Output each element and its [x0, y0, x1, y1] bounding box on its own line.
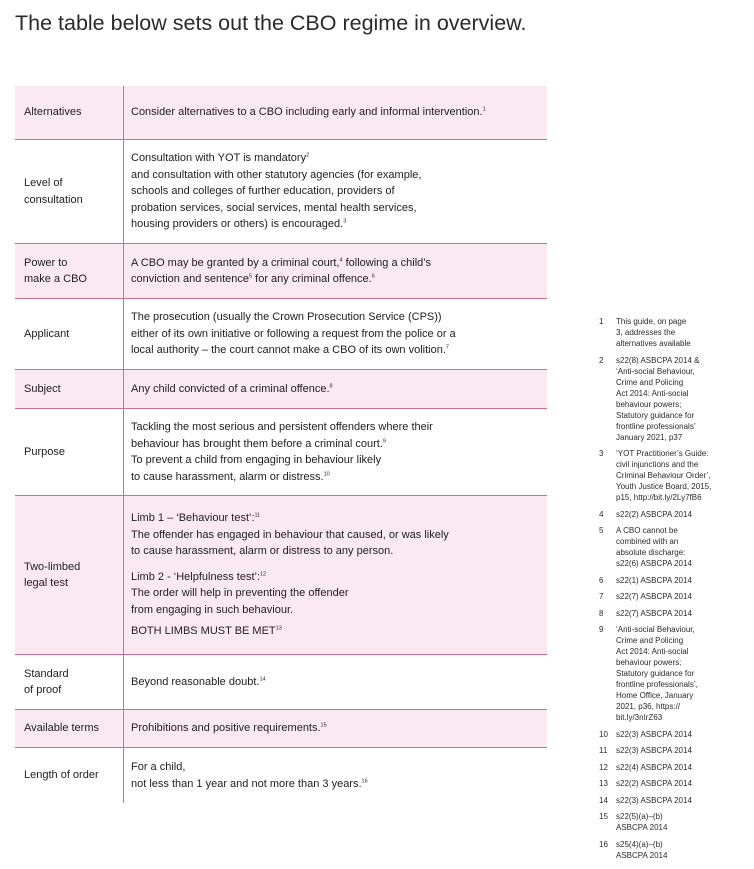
row-label-line: Two-limbed: [24, 560, 81, 573]
footnote: [599, 575, 749, 586]
content-line: Consider alternatives to a CBO including early and informal intervention.$^1$: [131, 106, 486, 119]
table-row: [15, 710, 547, 748]
footnote-number: 14: [599, 795, 608, 805]
row-content: [124, 370, 547, 408]
content-line: local authority – the court cannot make a CBO of its own volition.$^7$: [131, 344, 449, 357]
row-content: [124, 299, 547, 369]
row-label: [15, 748, 124, 803]
content-line: not less than 1 year and not more than 3 years.$^{16}$: [131, 777, 368, 790]
table-row: [15, 370, 547, 409]
footnote-number: 11: [599, 746, 608, 755]
footnote-ref: 10: [323, 470, 330, 477]
row-label-line: Alternatives: [24, 106, 82, 119]
content-line: to cause harassment, alarm or distress.$^{10}$: [131, 470, 330, 483]
row-label: [15, 409, 124, 495]
row-label-line: make a CBO: [24, 273, 87, 285]
content-line: BOTH LIMBS MUST BE MET$^{13}$: [131, 625, 282, 638]
row-label-line: Power to: [24, 256, 68, 269]
table-row: [15, 140, 547, 244]
footnote: [599, 448, 749, 503]
footnote-text: s22(2) ASBCPA 2014: [616, 509, 692, 519]
content-line: A CBO may be granted by a criminal court,$^4$ following a child’s: [131, 256, 432, 269]
row-label-line: Length of order: [24, 769, 99, 782]
footnote: [599, 316, 749, 349]
footnote-text: s22(8) ASBCPA 2014 & ‘Anti-social Behaviour, Crime and Policing Act 2014: Anti-social behaviour powers; Statutory guidance for frontline professionals’ January 2021, p37: [616, 355, 700, 442]
row-content: [124, 655, 547, 709]
row-label: [15, 86, 124, 139]
footnote-ref: 7: [445, 344, 449, 351]
footnote-ref: 1: [482, 106, 486, 113]
content-line: To prevent a child from engaging in behaviour likely: [131, 454, 382, 466]
content-line: probation services, social services, mental health services,: [131, 201, 417, 214]
row-label-line: Standard: [24, 667, 69, 680]
row-label-line: consultation: [24, 193, 83, 206]
footnote-ref: 3: [343, 218, 347, 225]
page-title: The table below sets out the CBO regime in overview.: [15, 11, 527, 35]
footnote: [599, 624, 749, 723]
footnote-text: A CBO cannot be combined with an absolute discharge: s22(6) ASBCPA 2014: [616, 526, 692, 568]
table-row: [15, 244, 547, 299]
content-line: The offender has engaged in behaviour that caused, or was likely: [131, 528, 449, 541]
footnote-text: ‘YOT Practitioner’s Guide: civil injunctions and the Criminal Behaviour Order’, Youth Justice Board, 2015, p15, http://bit.ly/2Ly7fB6: [616, 449, 712, 502]
footnote-text: This guide, on page 3, addresses the alternatives available: [616, 317, 691, 348]
footnote-ref: 9: [382, 437, 386, 444]
table-row: [15, 496, 547, 655]
footnote: [599, 811, 749, 833]
row-label-line: Available terms: [24, 722, 99, 735]
footnote-number: 12: [599, 762, 608, 772]
footnote-text: s22(7) ASBCPA 2014: [616, 608, 692, 618]
footnote-text: s22(4) ASBCPA 2014: [616, 762, 692, 772]
table-row: [15, 655, 547, 710]
footnote-text: s25(4)(a)–(b) ASBCPA 2014: [616, 839, 668, 860]
footnote-ref: 4: [339, 256, 343, 263]
cbo-regime-table: [15, 86, 547, 803]
footnote: [599, 778, 749, 789]
content-line: schools and colleges of further education, providers of: [131, 185, 395, 198]
footnote: [599, 839, 749, 861]
row-label-line: Purpose: [24, 445, 65, 458]
footnote-number: 9: [599, 625, 604, 634]
footnote-number: 13: [599, 779, 608, 788]
footnote-number: 2: [599, 355, 604, 365]
footnote-ref: 11: [254, 512, 261, 519]
row-label: [15, 140, 124, 243]
footnote-ref: 13: [275, 625, 282, 632]
row-label-line: legal test: [24, 577, 69, 589]
footnote-ref: 12: [260, 571, 267, 578]
content-line: The order will help in preventing the offender: [131, 587, 349, 600]
footnote-number: 4: [599, 509, 604, 519]
footnote: [599, 729, 749, 740]
content-line: The prosecution (usually the Crown Prosecution Service (CPS)): [131, 311, 442, 324]
table-row: [15, 86, 547, 140]
content-line: from engaging in such behaviour.: [131, 603, 294, 616]
row-content: [124, 409, 547, 495]
footnote-number: 8: [599, 608, 604, 618]
content-line: For a child,: [131, 761, 186, 773]
footnote: [599, 509, 749, 520]
content-line: behaviour has brought them before a criminal court.$^9$: [131, 437, 386, 450]
footnote-text: s22(3) ASBCPA 2014: [616, 795, 692, 805]
footnote-ref: 15: [320, 722, 327, 729]
content-line: Limb 2 - ‘Helpfulness test’:$^{12}$: [131, 570, 267, 583]
row-content: [124, 748, 547, 803]
row-content: [124, 496, 547, 654]
footnote: [599, 608, 749, 619]
footnote-number: 10: [599, 729, 608, 739]
footnote-ref: 8: [329, 383, 333, 390]
content-line: housing providers or others) is encouraged.$^3$: [131, 218, 347, 231]
footnote: [599, 355, 749, 443]
row-label: [15, 370, 124, 408]
footnote-ref: 16: [361, 777, 368, 784]
footnote: [599, 591, 749, 602]
footnote-text: s22(5)(a)–(b) ASBCPA 2014: [616, 812, 668, 832]
row-content: [124, 244, 547, 298]
content-line: Consultation with YOT is mandatory$^2$: [131, 152, 310, 165]
row-content: [124, 86, 547, 139]
footnote-ref: 14: [259, 676, 266, 683]
footnote-text: s22(7) ASBCPA 2014: [616, 592, 692, 601]
row-label-line: of proof: [24, 684, 62, 696]
footnote-number: 15: [599, 812, 608, 821]
footnote-ref: 5: [249, 273, 253, 280]
content-line: Prohibitions and positive requirements.$^{15}$: [131, 722, 327, 735]
footnote-number: 1: [599, 317, 604, 326]
row-label: [15, 710, 124, 747]
content-line: and consultation with other statutory agencies (for example,: [131, 168, 422, 181]
footnote-number: 5: [599, 526, 604, 535]
footnote-number: 3: [599, 449, 604, 458]
footnote: [599, 525, 749, 569]
row-label: [15, 299, 124, 369]
content-line: Limb 1 – ‘Behaviour test’:$^{11}$: [131, 512, 261, 525]
footnote-text: s22(1) ASBCPA 2014: [616, 575, 692, 585]
row-content: [124, 140, 547, 243]
table-row: [15, 409, 547, 496]
table-row: [15, 748, 547, 803]
row-label: [15, 244, 124, 298]
row-label: [15, 655, 124, 709]
footnote: [599, 762, 749, 773]
row-label-line: Subject: [24, 382, 61, 395]
footnote-number: 16: [599, 839, 608, 849]
content-line: Beyond reasonable doubt.$^{14}$: [131, 675, 266, 688]
footnote-text: ‘Anti-social Behaviour, Crime and Policing Act 2014: Anti-social behaviour powers; Statutory guidance for frontline professionals’, Home Office, January 2021, p36, https:// bit.ly/3nIrZ63: [616, 625, 698, 722]
content-line: Any child convicted of a criminal offence.$^8$: [131, 382, 333, 395]
footnote-text: s22(3) ASBCPA 2014: [616, 746, 692, 755]
content-line: conviction and sentence$^5$ for any criminal offence.$^6$: [131, 273, 375, 285]
footnote-text: s22(3) ASBCPA 2014: [616, 729, 692, 739]
footnote: [599, 745, 749, 756]
footnote-number: 7: [599, 592, 604, 601]
footnote-number: 6: [599, 575, 604, 585]
content-line: either of its own initiative or following a request from the police or a: [131, 327, 456, 340]
content-line: Tackling the most serious and persistent offenders where their: [131, 421, 433, 433]
row-label-line: Level of: [24, 177, 63, 189]
table-row: [15, 299, 547, 370]
content-line: to cause harassment, alarm or distress to any person.: [131, 545, 394, 558]
row-label: [15, 496, 124, 654]
footnote-ref: 6: [371, 273, 375, 280]
row-content: [124, 710, 547, 747]
row-label-line: Applicant: [24, 327, 70, 340]
footnote: [599, 795, 749, 806]
footnote-text: s22(2) ASBCPA 2014: [616, 779, 692, 788]
footnote-ref: 2: [306, 152, 310, 159]
footnotes: [599, 316, 749, 866]
